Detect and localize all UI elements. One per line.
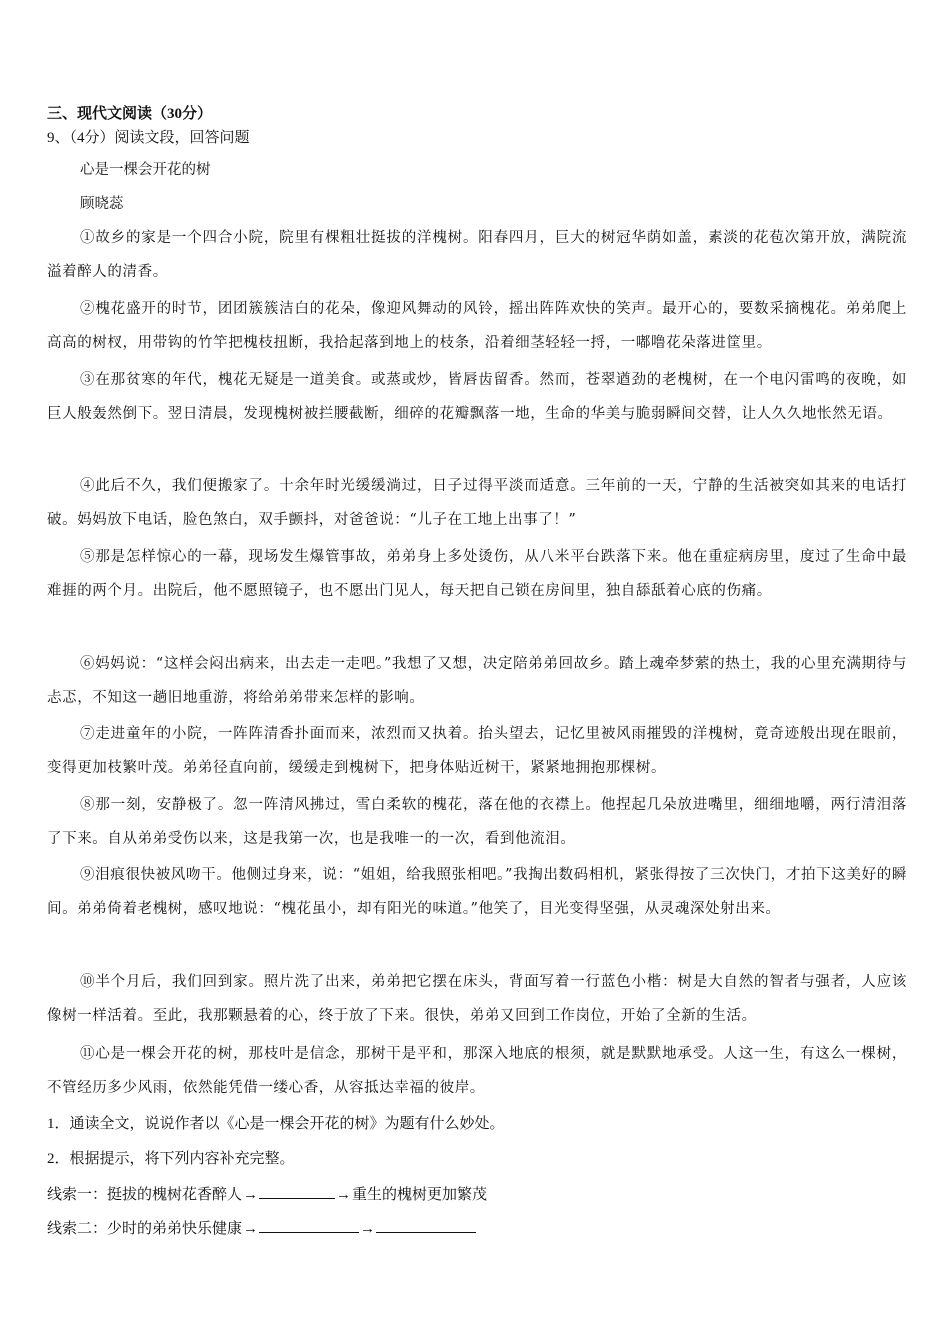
article-title: 心是一棵会开花的树 (80, 162, 211, 178)
clue-1-label: 线索一：挺拔的槐树花香醉人 (47, 1187, 243, 1203)
paragraph-11: ⑪心是一棵会开花的树，那枝叶是信念，那树干是平和，那深入地底的根须，就是默默地承受。人这一生，有这么一棵树，不管经历多少风雨，依然能凭借一缕心香，从容抵达幸福的彼岸。 (47, 1046, 907, 1096)
answer-blank-1[interactable] (259, 1184, 335, 1199)
section-title: 三、现代文阅读（30分） (47, 106, 213, 122)
arrow-icon: → (360, 1221, 376, 1237)
arrow-icon: → (243, 1187, 259, 1203)
clue-1-end: 重生的槐树更加繁茂 (352, 1187, 488, 1203)
clue-2-label: 线索二：少时的弟弟快乐健康 (47, 1221, 243, 1237)
arrow-icon: → (243, 1221, 259, 1237)
paragraph-7: ⑦走进童年的小院，一阵阵清香扑面而来，浓烈而又执着。抬头望去，记忆里被风雨摧毁的洋槐树，竟奇迹般出现在眼前，变得更加枝繁叶茂。弟弟径直向前，缓缓走到槐树下，把身体贴近树干，紧紧地拥抱那棵树。 (47, 726, 907, 776)
answer-blank-2[interactable] (259, 1218, 359, 1233)
clue-line-1 (47, 1184, 487, 1205)
paragraph-1: ①故乡的家是一个四合小院，院里有棵粗壮挺拔的洋槐树。阳春四月，巨大的树冠华荫如盖，素淡的花苞次第开放，满院流溢着醉人的清香。 (47, 230, 907, 280)
paragraph-2: ②槐花盛开的时节，团团簇簇洁白的花朵，像迎风舞动的风铃，摇出阵阵欢快的笑声。最开心的，要数采摘槐花。弟弟爬上高高的树杈，用带钩的竹竿把槐枝扭断，我拾起落到地上的枝条，沿着细茎轻轻一捋，一嘟噜花朵落进筐里。 (47, 301, 907, 351)
answer-blank-3[interactable] (376, 1218, 476, 1233)
article-author: 顾晓蕊 (80, 196, 124, 212)
sub-question-2: 2．根据提示，将下列内容补充完整。 (47, 1151, 295, 1167)
clue-line-2 (47, 1218, 476, 1239)
paragraph-8: ⑧那一刻，安静极了。忽一阵清风拂过，雪白柔软的槐花，落在他的衣襟上。他捏起几朵放进嘴里，细细地嚼，两行清泪落了下来。自从弟弟受伤以来，这是我第一次，也是我唯一的一次，看到他流泪。 (47, 797, 907, 847)
paragraph-3: ③在那贫寒的年代，槐花无疑是一道美食。或蒸或炒，皆唇齿留香。然而，苍翠遒劲的老槐树，在一个电闪雷鸣的夜晚，如巨人般轰然倒下。翌日清晨，发现槐树被拦腰截断，细碎的花瓣飘落一地，生命的华美与脆弱瞬间交替，让人久久地怅然无语。 (47, 372, 907, 422)
sub-question-1: 1．通读全文，说说作者以《心是一棵会开花的树》为题有什么妙处。 (47, 1116, 505, 1132)
arrow-icon: → (336, 1187, 352, 1203)
paragraph-6: ⑥妈妈说：“这样会闷出病来，出去走一走吧。”我想了又想，决定陪弟弟回故乡。踏上魂牵梦萦的热土，我的心里充满期待与忐忑，不知这一趟旧地重游，将给弟弟带来怎样的影响。 (47, 656, 907, 706)
paragraph-10: ⑩半个月后，我们回到家。照片洗了出来，弟弟把它摆在床头，背面写着一行蓝色小楷：树是大自然的智者与强者，人应该像树一样活着。至此，我那颗悬着的心，终于放了下来。很快，弟弟又回到工作岗位，开始了全新的生活。 (47, 974, 907, 1024)
paragraph-4: ④此后不久，我们便搬家了。十余年时光缓缓淌过，日子过得平淡而适意。三年前的一天，宁静的生活被突如其来的电话打破。妈妈放下电话，脸色煞白，双手颤抖，对爸爸说：“儿子在工地上出事了！” (47, 478, 907, 528)
question-header: 9、（4分）阅读文段，回答问题 (47, 130, 250, 146)
paragraph-5: ⑤那是怎样惊心的一幕，现场发生爆管事故，弟弟身上多处烫伤，从八米平台跌落下来。他在重症病房里，度过了生命中最难捱的两个月。出院后，他不愿照镜子，也不愿出门见人，每天把自己锁在房间里，独自舔舐着心底的伤痛。 (47, 549, 907, 599)
paragraph-9: ⑨泪痕很快被风吻干。他侧过身来，说：“姐姐，给我照张相吧。”我掏出数码相机，紧张得按了三次快门，才拍下这美好的瞬间。弟弟倚着老槐树，感叹地说：“槐花虽小，却有阳光的味道。”他笑了，目光变得坚强，从灵魂深处射出来。 (47, 867, 907, 917)
